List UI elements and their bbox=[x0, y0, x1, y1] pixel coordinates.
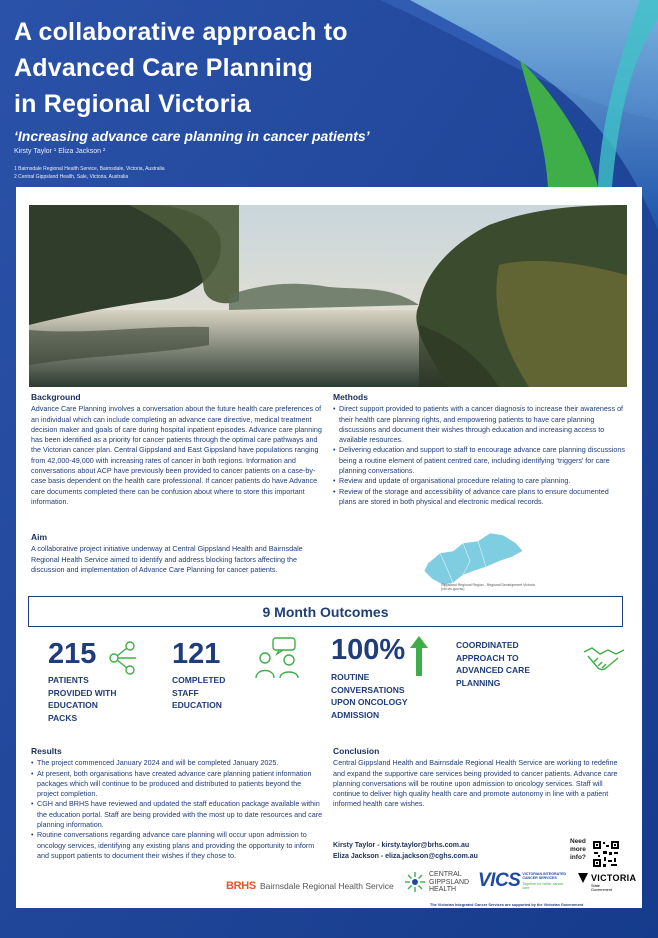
background-heading: Background bbox=[31, 392, 81, 402]
vics-logo bbox=[478, 870, 568, 892]
stat-staff-label: COMPLETED STAFF EDUCATION bbox=[172, 675, 226, 710]
victoria-triangle-icon bbox=[577, 872, 589, 884]
stat-patients-label: PATIENTS PROVIDED WITH EDUCATION PACKS bbox=[48, 675, 117, 723]
network-people-icon bbox=[104, 640, 140, 676]
conclusion-heading: Conclusion bbox=[333, 746, 380, 756]
stat-staff-value: 121 bbox=[172, 638, 221, 670]
cgh-sun-icon bbox=[404, 871, 426, 893]
handshake-icon bbox=[582, 638, 626, 678]
results-section bbox=[31, 746, 323, 861]
background-section bbox=[31, 392, 323, 507]
map-caption: Gippsland Regional Region - Regional Development Victoria (rdv.vic.gov.au) bbox=[441, 583, 535, 591]
brhs-logo-mark: BRHS bbox=[226, 880, 256, 892]
methods-list bbox=[333, 404, 625, 507]
methods-item: • Review and update of organisational procedure relating to care planning. bbox=[333, 476, 625, 486]
methods-item: • Direct support provided to patients with a cancer diagnosis to increase their awareness of their health care planning rights, and empowering patients to have care planning discussions and document their wishes through education and increasing access to available resources. bbox=[333, 404, 625, 445]
stat-patients-value: 215 bbox=[48, 638, 97, 670]
poster-title: A collaborative approach to Advanced Care Planning in Regional Victoria bbox=[14, 18, 348, 118]
methods-item: • Review of the storage and accessibility of advance care plans to ensure documented plans are stored in both physical and electronic medical records. bbox=[333, 487, 625, 508]
cgh-logo-text: CENTRAL GIPPSLAND HEALTH bbox=[429, 871, 470, 893]
methods-heading: Methods bbox=[333, 392, 368, 402]
footer-note: The Victorian Integrated Cancer Services are supported by the Victorian Government bbox=[430, 903, 584, 907]
stat-coordinated bbox=[456, 639, 546, 689]
vics-logo-tagline: Together for better cancer care bbox=[522, 881, 564, 890]
outcomes-banner bbox=[28, 596, 623, 627]
conclusion-section bbox=[333, 746, 628, 810]
aim-text: A collaborative project initiative underway at Central Gippsland Health and Bairnsdale Regional Health Service aimed to identify and address blocking factors affecting the discussion and implementation of Advance Care Planning for cancer patients. bbox=[31, 544, 303, 574]
affiliation-1: 1 Bairnsdale Regional Health Service, Bairnsdale, Victoria, Australia bbox=[14, 166, 165, 172]
poster-header bbox=[14, 14, 484, 181]
results-item: • At present, both organisations have created advance care planning patient information packages which will continue to be produced and distributed to patients beyond the project completion. bbox=[31, 769, 323, 800]
stat-conversations-value: 100% bbox=[331, 634, 406, 666]
results-item: • The project commenced January 2024 and will be completed January 2025. bbox=[31, 758, 323, 768]
victoria-logo-gov: State Government bbox=[591, 884, 612, 893]
staff-conversation-icon bbox=[253, 636, 301, 680]
contact-kirsty[interactable]: Kirsty Taylor - kirsty.taylor@brhs.com.au bbox=[333, 842, 470, 849]
vics-logo-mark: VICS bbox=[478, 870, 521, 891]
qr-code[interactable] bbox=[592, 840, 620, 868]
need-info-label: Need more info? bbox=[570, 838, 586, 861]
cgh-logo bbox=[404, 871, 475, 894]
conclusion-text: Central Gippsland Health and Bairnsdale Regional Health Service are working to redefine and expand the supportive care services being provided to cancer patients. Advance care planning conversations will be routine upon admission to oncology services. Staff will continue to deliver high quality health care and promote autonomy in line with a patient informed health care wishes. bbox=[333, 758, 618, 809]
stat-conversations-label: ROUTINE CONVERSATIONS UPON ONCOLOGY ADMISSION bbox=[331, 672, 408, 720]
results-heading: Results bbox=[31, 746, 62, 756]
affiliation-2: 2 Central Gippsland Health, Sale, Victoria, Australia bbox=[14, 174, 129, 180]
results-list bbox=[31, 758, 323, 861]
methods-section bbox=[333, 392, 625, 507]
poster-subtitle: ‘Increasing advance care planning in cancer patients’ bbox=[14, 128, 370, 144]
arrow-up-icon bbox=[409, 634, 429, 678]
stat-coordinated-label: COORDINATED APPROACH TO ADVANCED CARE PLANNING bbox=[456, 640, 530, 688]
outcomes-heading: 9 Month Outcomes bbox=[262, 603, 389, 620]
victoria-logo-name: VICTORIA bbox=[591, 873, 637, 883]
aim-section bbox=[31, 532, 323, 575]
background-text: Advance Care Planning involves a conversation about the future health care preferences of an individual which can include completing an advance care directive, medical treatment decision maker and goals of care during hospital inpatient episodes. Advance care planning has been identified as a priority for cancer patients through the optimal care pathways and the Victorian cancer plan. Central Gippsland and East Gippsland have populations ranging from 42,000-49,000 with increasing rates of cancer in both regions. Information and conversations about ACP have previously been provided to cancer patients on a case-by-case basis dependent on the health care professional. If cancer patients do have Advance care documents completed there can be confusion about where to store this important information. bbox=[31, 404, 322, 506]
vics-logo-name: VICTORIAN INTEGRATED CANCER SERVICES bbox=[522, 872, 567, 881]
aim-heading: Aim bbox=[31, 532, 48, 542]
results-item: • Routine conversations regarding advance care planning will occur upon admission to oncology services, identifying any existing plans and providing the opportunity to inform and support patients to document their wishes if they chose to. bbox=[31, 830, 323, 861]
affiliations bbox=[14, 165, 484, 181]
contact-eliza[interactable]: Eliza Jackson - eliza.jackson@cghs.com.au bbox=[333, 852, 478, 860]
river-landscape-photo bbox=[29, 205, 627, 387]
methods-item: • Delivering education and support to staff to encourage advance care planning discussions being a routine element of patient centred care, including identifying ‘triggers’ for care planning conversations. bbox=[333, 445, 625, 476]
results-item: • CGH and BRHS have reviewed and updated the staff education package available within the education portal. Staff are being provided with the most up to date resources and care planning information. bbox=[31, 799, 323, 830]
victoria-government-logo bbox=[577, 872, 636, 893]
contacts bbox=[333, 841, 478, 862]
brhs-logo-name: Bairnsdale Regional Health Service bbox=[259, 881, 394, 891]
authors: Kirsty Taylor ¹ Eliza Jackson ² bbox=[14, 148, 106, 155]
brhs-logo bbox=[226, 880, 394, 892]
stat-staff bbox=[172, 638, 242, 712]
